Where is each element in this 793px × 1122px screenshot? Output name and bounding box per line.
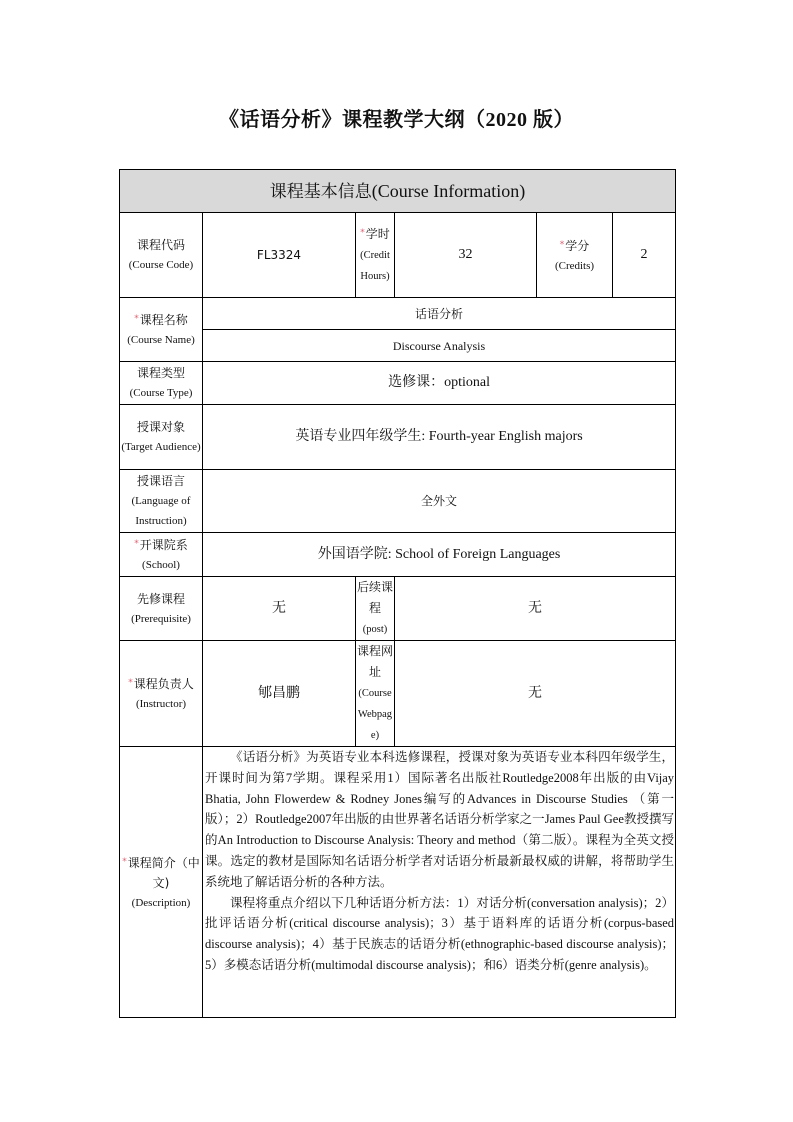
target-audience-value: 英语专业四年级学生: Fourth-year English majors [203, 405, 676, 470]
school-label [120, 533, 203, 577]
school-label-en: (School) [142, 559, 180, 571]
instructor-value: 郇昌鹏 [203, 641, 356, 747]
target-audience-label [120, 405, 203, 470]
course-code-label [120, 213, 203, 298]
course-info-table [119, 169, 676, 1018]
language-label-en: (Language of Instruction) [131, 495, 191, 527]
course-type-label-en: (Course Type) [129, 387, 193, 399]
webpage-label-en: (Course Webpage) [357, 688, 393, 741]
post-course-label-en: (post) [362, 624, 388, 635]
description-value [203, 747, 676, 1018]
school-label-zh: 开课院系 [139, 538, 188, 552]
course-name-label-en: (Course Name) [127, 334, 195, 346]
instructor-label-en: (Instructor) [135, 698, 187, 710]
prerequisite-label [120, 577, 203, 641]
course-name-zh: 话语分析 [203, 298, 676, 330]
credit-hours-label-zh: 学时 [365, 227, 390, 241]
prerequisite-label-en: (Prerequisite) [131, 612, 191, 625]
course-code-label-en: (Course Code) [128, 259, 194, 271]
course-type-label-zh: 课程类型 [136, 366, 185, 380]
description-label-en: (Description) [131, 896, 191, 909]
required-mark: * [134, 314, 139, 324]
target-audience-label-zh: 授课对象 [136, 420, 185, 434]
required-mark: * [559, 239, 565, 250]
credits-label-en: (Credits) [554, 259, 595, 272]
post-course-label [356, 577, 395, 641]
webpage-label-zh: 课程网址 [356, 644, 393, 679]
credit-hours-label-en: (Credit Hours) [360, 250, 390, 282]
course-code-label-zh: 课程代码 [136, 238, 185, 252]
credit-hours-value: 32 [395, 213, 537, 298]
description-label [120, 747, 203, 1018]
language-label-zh: 授课语言 [136, 474, 185, 488]
description-label-zh: 课程简介（中文) [127, 855, 200, 890]
credits-label [537, 213, 613, 298]
school-value: 外国语学院: School of Foreign Languages [203, 533, 676, 577]
required-mark: * [128, 678, 133, 688]
header-en: (Course Information) [371, 180, 526, 201]
language-value: 全外文 [203, 470, 676, 533]
language-label [120, 470, 203, 533]
webpage-value: 无 [395, 641, 676, 747]
post-course-label-zh: 后续课程 [356, 580, 393, 615]
post-course-value: 无 [395, 577, 676, 641]
required-mark: * [360, 228, 365, 238]
instructor-label [120, 641, 203, 747]
description-paragraph: 课程将重点介绍以下几种话语分析方法：1）对话分析(conversation analysis)；2）批评话语分析(critical discourse analysis)；3）基于语料库的话语分析(corpus-based discourse analysis)；4）基于民族志的话语分析(ethnographic-based discourse analysis)；5）多模态话语分析(multimodal discourse analysis)；和6）语类分析(genre analysis)。 [205, 895, 675, 972]
course-type-value: 选修课：optional [203, 362, 676, 405]
prerequisite-value: 无 [203, 577, 356, 641]
credits-label-zh: 学分 [565, 238, 590, 253]
course-type-label [120, 362, 203, 405]
required-mark: * [134, 539, 139, 549]
webpage-label [356, 641, 395, 747]
credits-value: 2 [613, 213, 676, 298]
table-header [120, 170, 676, 213]
course-name-en: Discourse Analysis [203, 330, 676, 362]
course-code-value: FL3324 [203, 213, 356, 298]
description-paragraph: 《话语分析》为英语专业本科选修课程，授课对象为英语专业本科四年级学生，开课时间为第7学期。课程采用1）国际著名出版社Routledge2008年出版的由Vijay Bhatia, John Flowerdew & Rodney Jones编写的Advances in Discourse Studies （第一版）；2）Routledge2007年出版的由世界著名话语分析学家之一James Paul Gee教授撰写的An Introduction to Discourse Analysis: Theory and method（第二版）。课程为全英文授课。选定的教材是国际知名话语分析学者对话语分析最新最权威的讲解，将帮助学生系统地了解话语分析的各种方法。 [205, 750, 675, 889]
credit-hours-label [356, 213, 395, 298]
required-mark: * [122, 856, 127, 867]
document-title: 《话语分析》课程教学大纲（2020 版） [219, 109, 574, 131]
course-name-label [120, 298, 203, 362]
instructor-label-zh: 课程负责人 [133, 677, 194, 691]
prerequisite-label-zh: 先修课程 [136, 591, 185, 606]
target-audience-label-en: (Target Audience) [121, 441, 201, 453]
course-name-label-zh: 课程名称 [139, 313, 188, 327]
header-zh: 课程基本信息 [269, 181, 372, 202]
